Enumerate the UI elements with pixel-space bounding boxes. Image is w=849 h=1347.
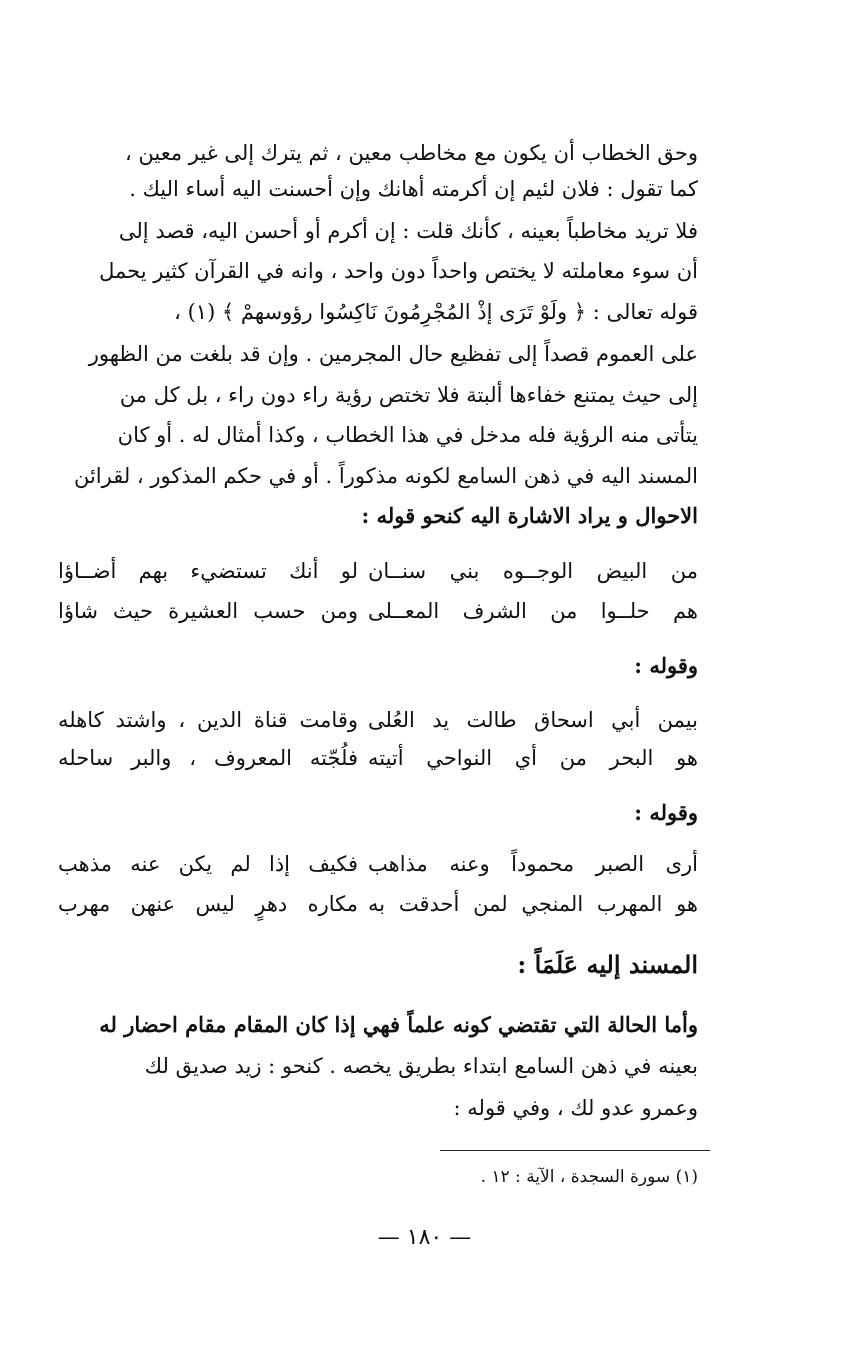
text-line: وأما الحالة التي تقتضي كونه علماً فهي إذا كان المقام مقام احضار له (99, 1012, 698, 1037)
text-line: وعمرو عدو لك ، وفي قوله : (453, 1096, 698, 1120)
text-line: المسند اليه في ذهن السامع لكونه مذكوراً . أو في حكم المذكور ، لقرائن (73, 464, 698, 488)
text-line: قوله تعالى : ﴿ ولَوْ تَرَى إذْ المُجْرِمُونَ نَاكِسُوا رؤوسهمْ ﴾ (١) ، (174, 300, 698, 324)
text-line: بعينه في ذهن السامع ابتداء بطريق يخصه . كنحو : زيد صديق لك (144, 1054, 698, 1078)
text-line: وحق الخطاب أن يكون مع مخاطب معين ، ثم يترك إلى غير معين ، (124, 141, 698, 165)
verse-first-hemistich: من البيض الوجــوه بني سنــان (368, 559, 698, 583)
text-line: يتأتى منه الرؤية فله مدخل في هذا الخطاب ، وكذا أمثال له . أو كان (117, 423, 698, 447)
quote-label: وقوله : (634, 800, 698, 825)
verse-row (58, 702, 698, 738)
verse-row (58, 846, 698, 882)
verse-row (58, 740, 698, 776)
text-line: أن سوء معاملته لا يختص واحداً دون واحد ، وانه في القرآن كثير يحمل (99, 259, 698, 283)
verse-first-hemistich: هو المهرب المنجي لمن أحدقت به (368, 892, 698, 916)
verse-second-hemistich: لو أنك تستضيء بهم أضــاؤا (58, 559, 358, 583)
section-heading: المسند إليه عَلَمَاً : (517, 950, 698, 979)
verse-first-hemistich: بيمن أبي اسحاق طالت يد العُلى (368, 708, 698, 732)
verse-second-hemistich: وقامت قناة الدين ، واشتد كاهله (58, 708, 358, 732)
page-number: — ١٨٠ — (377, 1225, 472, 1250)
footnote: (١) سورة السجدة ، الآية : ١٢ . (480, 1167, 698, 1187)
verse-second-hemistich: مكاره دهرٍ ليس عنهن مهرب (58, 892, 358, 916)
quote-label: وقوله : (634, 653, 698, 678)
verse-first-hemistich: هم حلــوا من الشرف المعــلى (368, 599, 698, 623)
footnote-separator (440, 1150, 710, 1151)
text-line: فلا تريد مخاطباً بعينه ، كأنك قلت : إن أكرم أو أحسن اليه، قصد إلى (118, 219, 698, 243)
verse-row (58, 553, 698, 589)
verse-row (58, 593, 698, 629)
text-line: على العموم قصداً إلى تفظيع حال المجرمين . وإن قد بلغت من الظهور (88, 342, 698, 366)
verse-first-hemistich: أرى الصبر محموداً وعنه مذاهب (368, 852, 698, 876)
verse-second-hemistich: فكيف إذا لم يكن عنه مذهب (58, 852, 358, 876)
verse-second-hemistich: فلُجّته المعروف ، والبر ساحله (58, 746, 358, 770)
verse-row (58, 886, 698, 922)
text-line: الاحوال و يراد الاشارة اليه كنحو قوله : (361, 503, 698, 528)
verse-second-hemistich: ومن حسب العشيرة حيث شاؤا (58, 599, 358, 623)
text-line: كما تقول : فلان لئيم إن أكرمته أهانك وإن أحسنت اليه أساء اليك . (129, 177, 698, 201)
verse-first-hemistich: هو البحر من أي النواحي أتيته (368, 746, 698, 770)
text-line: إلى حيث يمتنع خفاءها ألبتة فلا تختص رؤية راء دون راء ، بل كل من (119, 383, 698, 407)
